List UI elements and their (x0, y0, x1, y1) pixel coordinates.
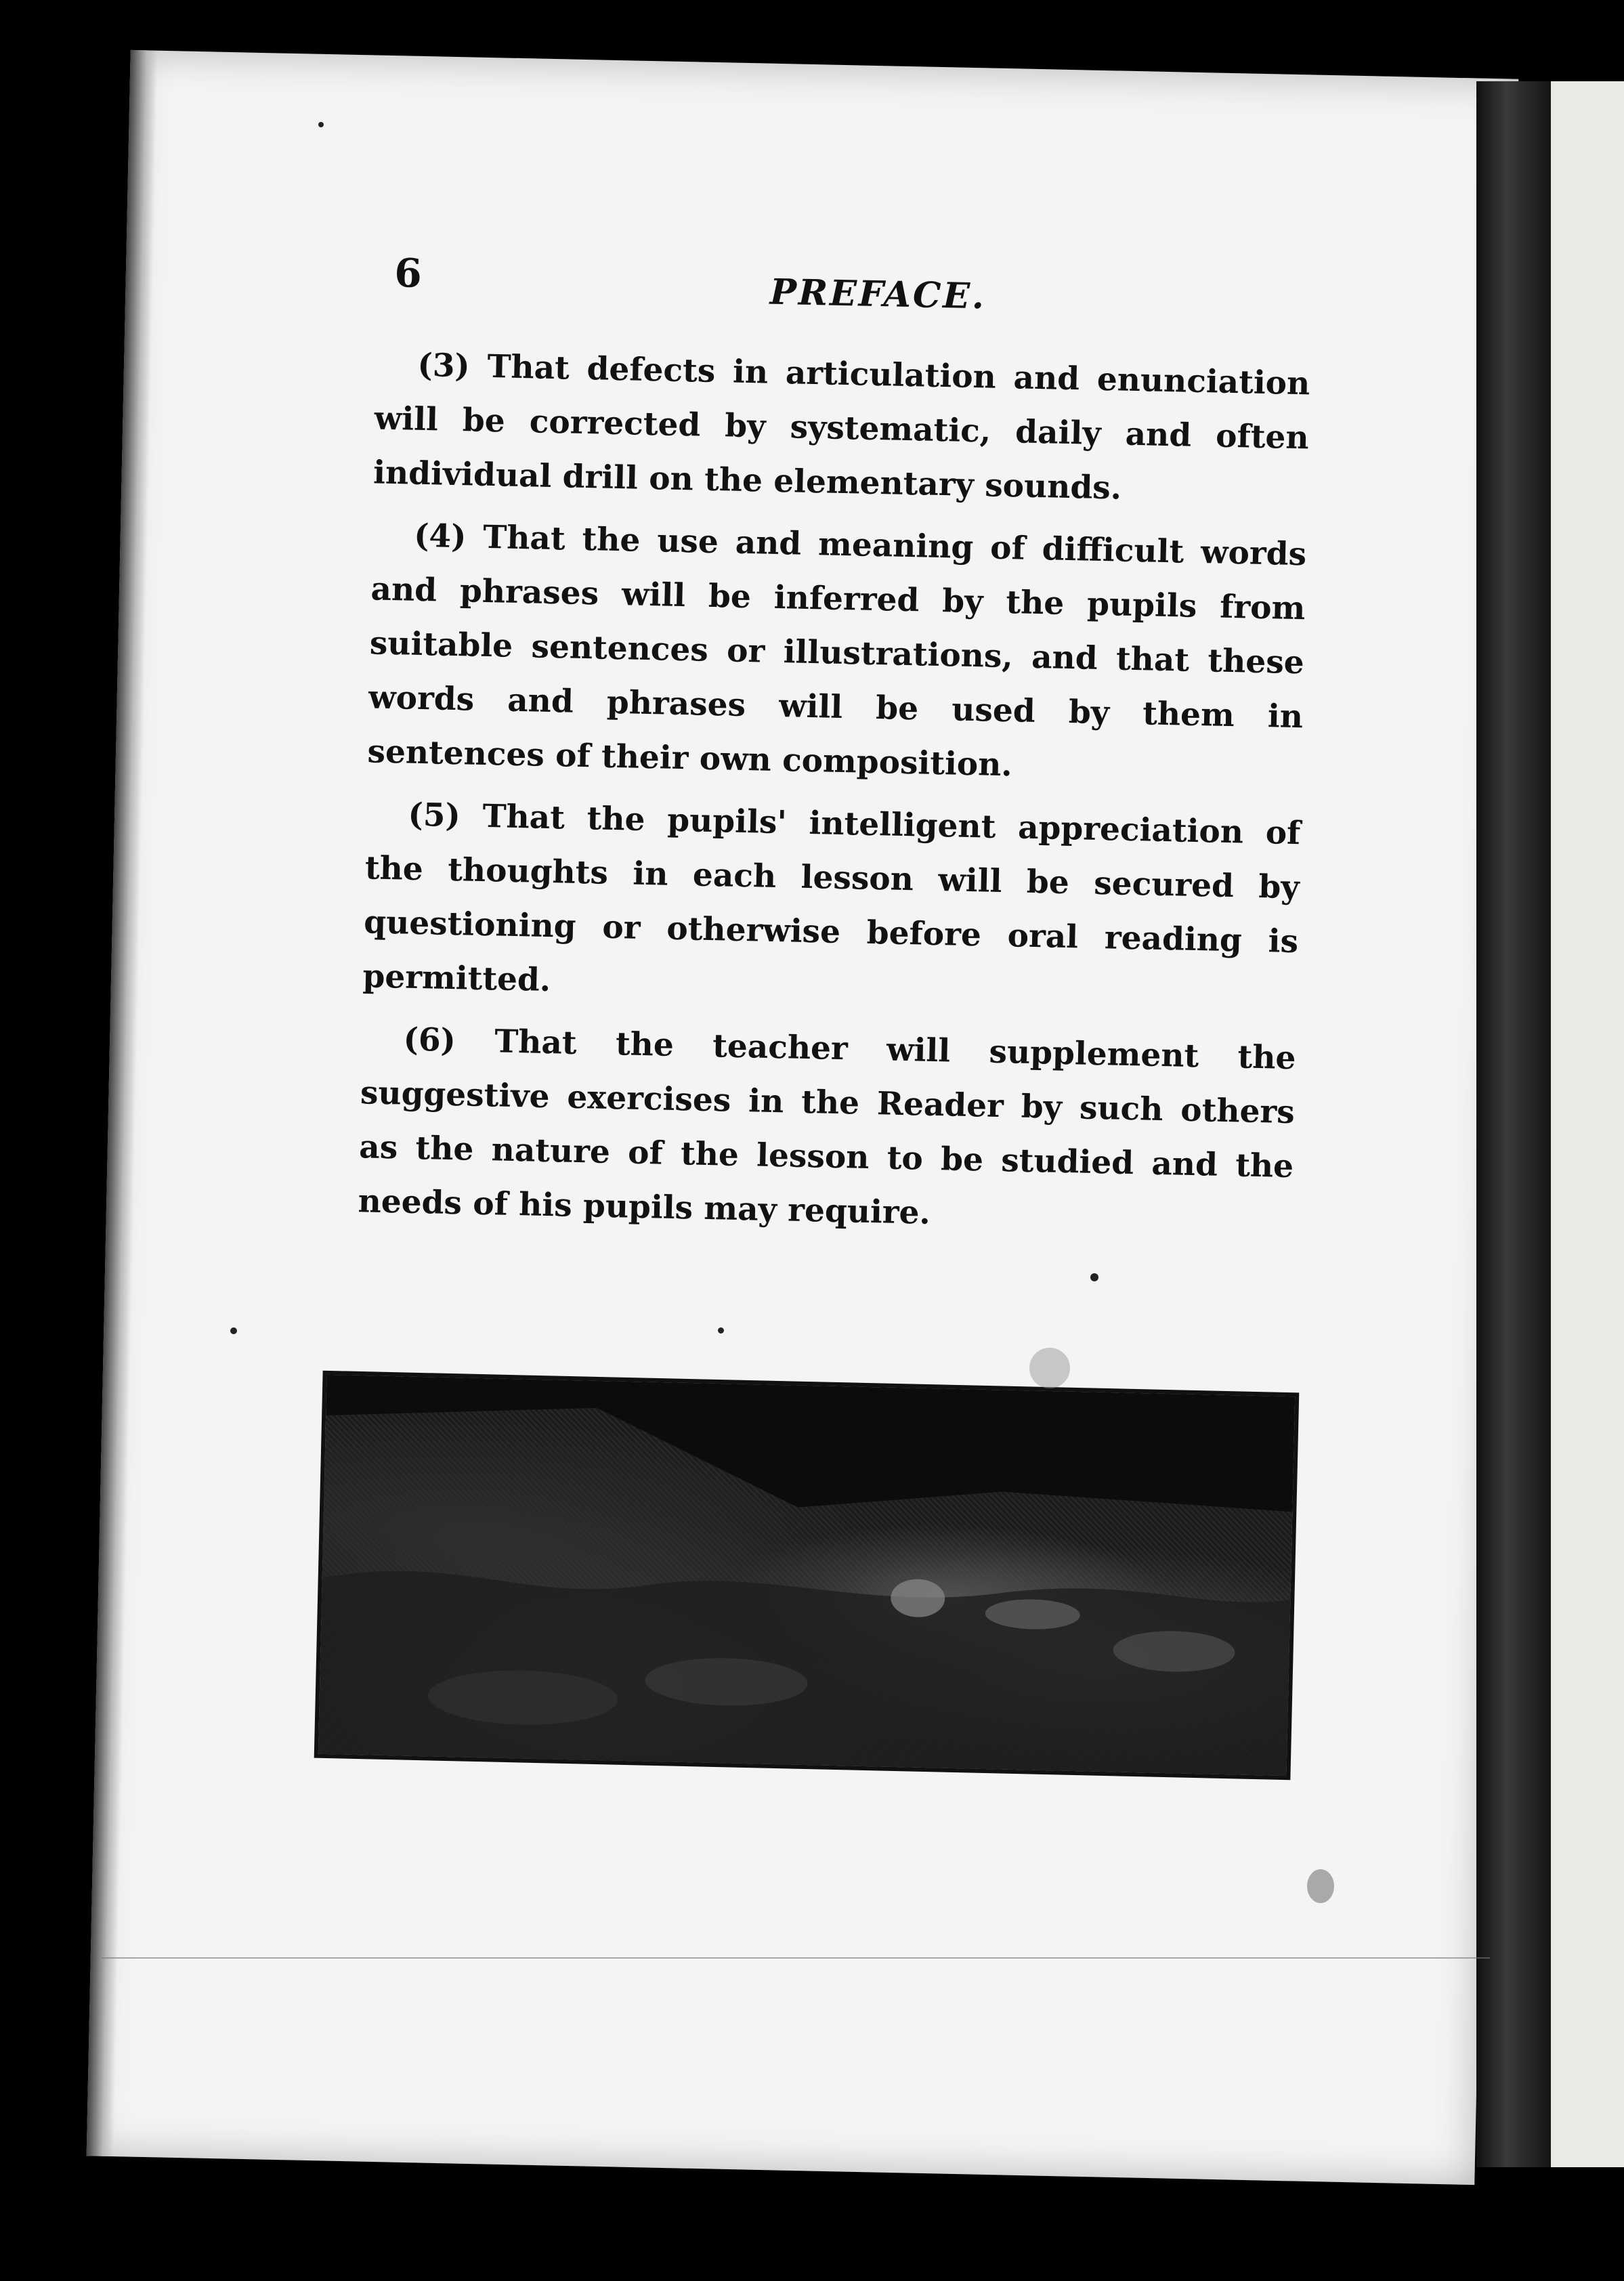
preface-body (358, 337, 1311, 1256)
paragraph-4: (4) That the use and meaning of difficult words and phrases will be inferred by the pupils from suitable sentences or illustrations, and that these words and phrases will be used by them in sentences of their own composition. (367, 517, 1307, 784)
paragraph-5: (5) That the pupils' intelligent appreciation of the thoughts in each lesson will be secured by questioning or otherwise before oral reading is permitted. (362, 796, 1301, 1000)
dust-speck (718, 1327, 724, 1334)
illustration-shapes (318, 1375, 1295, 1776)
engraved-illustration (314, 1371, 1300, 1781)
dust-speck (1307, 1869, 1334, 1903)
dust-speck (318, 122, 324, 127)
dust-speck (230, 1327, 237, 1334)
paragraph-3: (3) That defects in articulation and enunciation will be corrected by systematic, daily and often individual drill on the elementary sounds. (372, 346, 1310, 507)
page-header (393, 250, 1343, 331)
dust-speck (1029, 1348, 1070, 1388)
running-title: PREFACE. (769, 271, 987, 318)
dust-speck (1090, 1273, 1098, 1281)
paragraph-6: (6) That the teacher will supplement the suggestive exercises in the Reader by such others as the nature of the lesson to be studied and the needs of his pupils may require. (358, 1021, 1296, 1232)
page-number: 6 (393, 250, 423, 297)
